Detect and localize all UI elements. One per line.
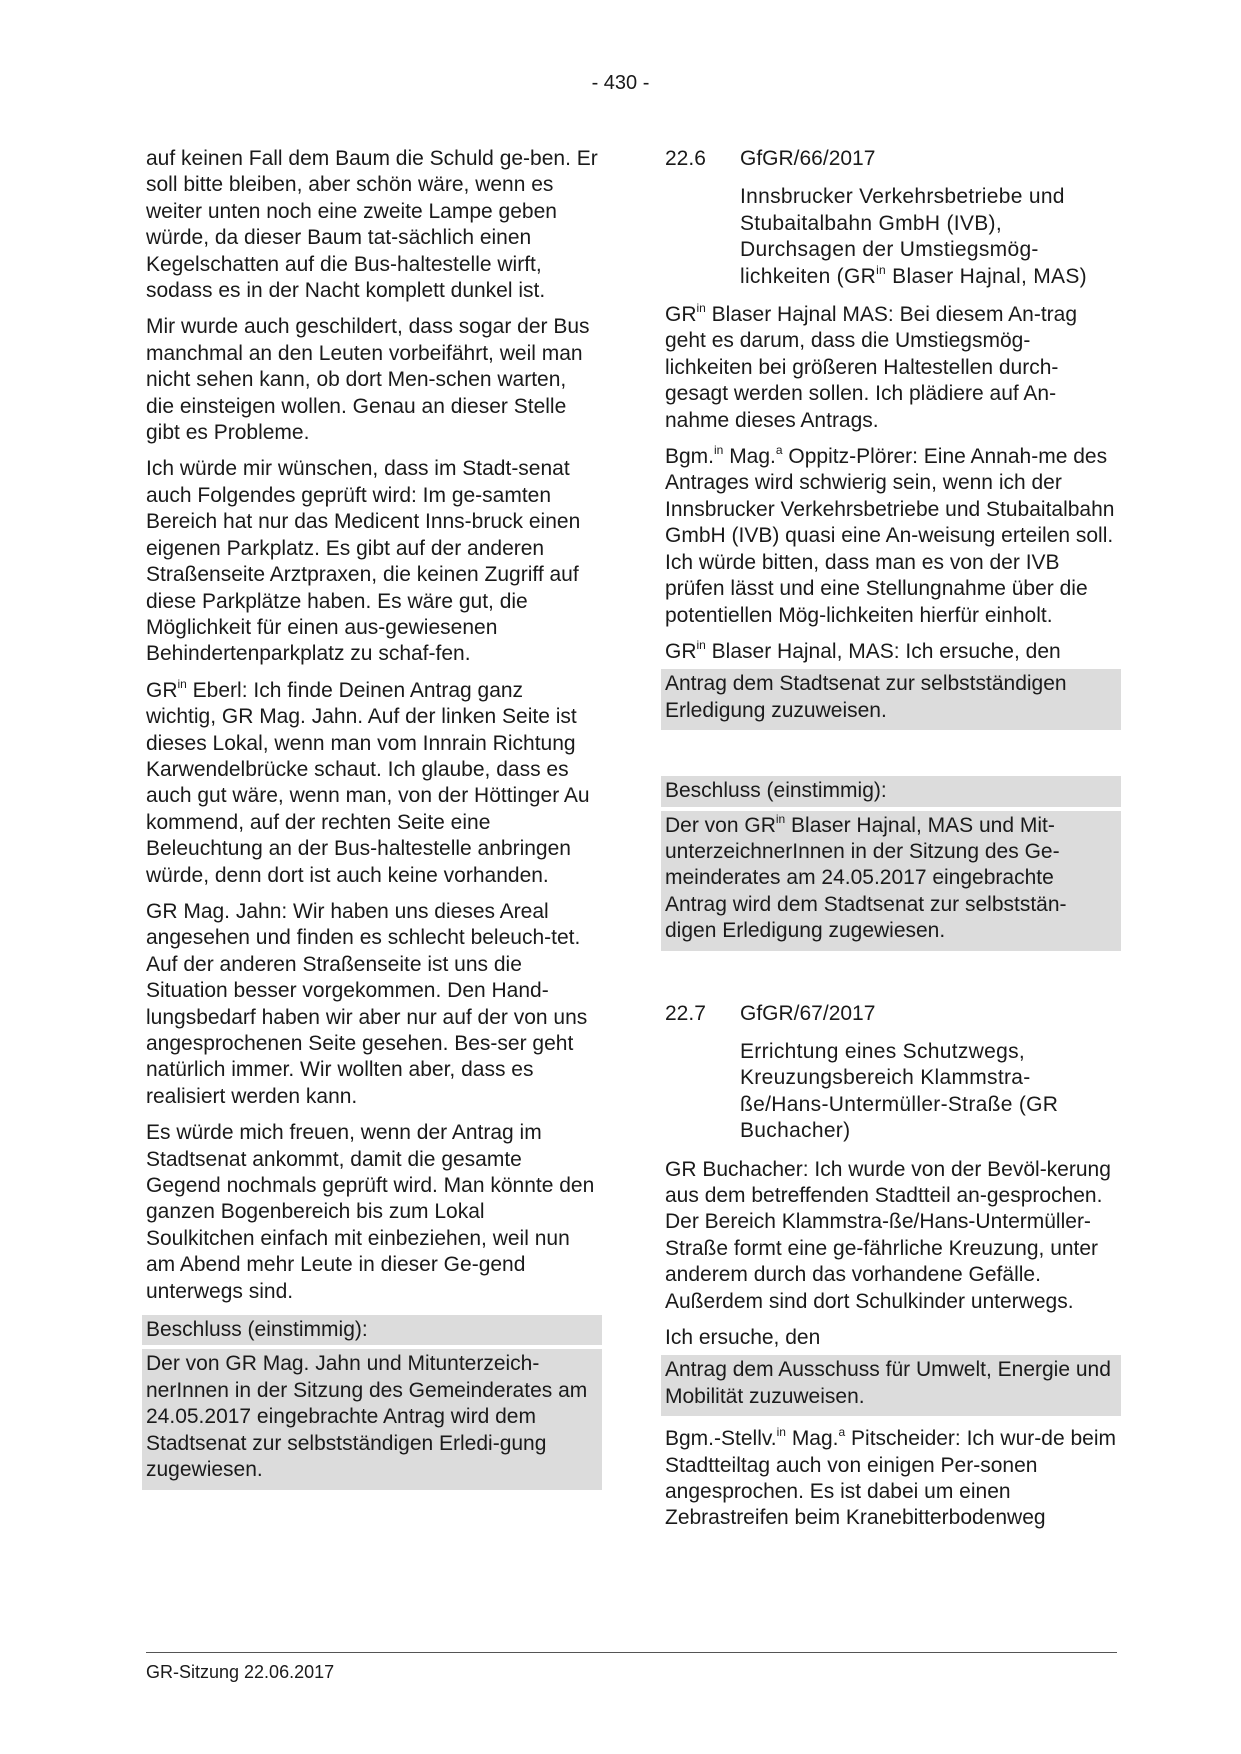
resolution-label: Beschluss (einstimmig): bbox=[661, 776, 1121, 806]
right-column bbox=[665, 146, 1117, 1542]
agenda-item-code: GfGR/66/2017 bbox=[740, 147, 876, 170]
resolution-text bbox=[661, 811, 1121, 951]
left-paragraph-3: Ich würde mir wünschen, dass im Stadt-senat auch Folgendes geprüft wird: Im ge-samten Bereich hat nur das Medicent Inns-bruck einen eigenen Parkplatz. Es gibt auf der anderen Straßenseite Arztpraxen, die keinen Zugriff auf diese Parkplätze haben. Es wäre gut, die Möglichkeit für einen aus-gewiesenen Behindertenparkplatz zu schaf-fen. bbox=[146, 457, 581, 666]
right-paragraph-5: Ich ersuche, den bbox=[665, 1326, 821, 1350]
right-paragraph-2 bbox=[665, 444, 1117, 629]
agenda-item-title: Errichtung eines Schutzwegs, Kreuzungsbereich Klammstra-ße/Hans-Untermüller-Straße (GR Buchacher) bbox=[740, 1039, 1059, 1143]
title-suffix: in bbox=[876, 262, 887, 277]
left-paragraph-2: Mir wurde auch geschildert, dass sogar der Bus manchmal an den Leuten vorbeifährt, weil man nicht sehen kann, ob dort Men-schen warten, die einsteigen wollen. Genau an dieser Stelle gibt es Probleme. bbox=[146, 315, 590, 445]
degree-suffix: a bbox=[775, 443, 783, 458]
title-text: Innsbrucker Verkehrsbetriebe und Stubaitalbahn GmbH (IVB), Durchsagen der Umstiegsmög-lichkeiten (GR bbox=[740, 185, 1065, 288]
statement: Pitscheider: Ich wur-de beim Stadtteiltag auch von einigen Per-sonen angesprochen. Es ist dabei um einen Zebrastreifen beim Kranebitterbodenweg bbox=[665, 1427, 1116, 1530]
page-number: - 430 - bbox=[591, 72, 650, 94]
left-paragraph-1: auf keinen Fall dem Baum die Schuld ge-ben. Er soll bitte bleiben, aber schön wäre, wenn es weiter unten noch eine zweite Lampe geben würde, da dieser Baum tat-sächlich einen Kegelschatten auf die Bus-haltestelle wirft, sodass es in der Nacht komplett dunkel ist. bbox=[146, 147, 598, 303]
resolution-text-end: Blaser Hajnal, MAS und Mit-unterzeichnerInnen in der Sitzung des Ge-meinderates am 24.05.2017 eingebrachte Antrag wird dem Stadtsenat zur selbststän-digen Erledigung zugewiesen. bbox=[665, 813, 1067, 943]
agenda-item-code: GfGR/67/2017 bbox=[740, 1001, 876, 1025]
footer-divider bbox=[146, 1652, 1117, 1653]
speaker: GR bbox=[146, 678, 178, 702]
resolution-suffix: in bbox=[775, 811, 786, 826]
agenda-item-heading bbox=[665, 1001, 1117, 1027]
speaker-suffix: in bbox=[776, 1425, 786, 1440]
agenda-item-number: 22.7 bbox=[665, 1001, 706, 1025]
speaker-title: Bgm. bbox=[665, 445, 715, 469]
right-paragraph-4: GR Buchacher: Ich wurde von der Bevöl-kerung aus dem betreffenden Stadtteil an-gesprochen. Der Bereich Klammstra-ße/Hans-Untermüller-Straße formt eine ge-fährliche Kreuzung, unter anderem durch das vorhandene Gefälle. Außerdem sind dort Schulkinder unterwegs. bbox=[665, 1157, 1111, 1313]
speaker: GR bbox=[665, 639, 697, 663]
statement: Blaser Hajnal MAS: Bei diesem An-trag geht es darum, dass die Umstiegsmög-lichkeiten bei größeren Haltestellen durch-gesagt werden sollen. Ich plädiere auf An-nahme dieses Antrags. bbox=[665, 303, 1078, 432]
speaker-suffix: in bbox=[696, 637, 706, 652]
speaker-suffix: in bbox=[177, 676, 187, 691]
right-paragraph-6 bbox=[665, 1426, 1117, 1532]
agenda-item-heading bbox=[665, 146, 1117, 172]
right-paragraph-1 bbox=[665, 302, 1117, 434]
left-column bbox=[146, 146, 598, 1490]
agenda-item-title bbox=[740, 184, 1117, 290]
agenda-item-number: 22.6 bbox=[665, 147, 706, 170]
statement: Blaser Hajnal, MAS: Ich ersuche, den bbox=[705, 639, 1061, 663]
footer: GR-Sitzung 22.06.2017 bbox=[146, 1662, 335, 1682]
left-paragraph-4 bbox=[146, 678, 598, 889]
right-paragraph-3 bbox=[665, 639, 1117, 665]
speaker-title: Bgm.-Stellv. bbox=[665, 1427, 777, 1451]
resolution-label: Beschluss (einstimmig): bbox=[142, 1315, 602, 1345]
speaker: GR bbox=[665, 303, 697, 327]
left-paragraph-6: Es würde mich freuen, wenn der Antrag im Stadtsenat ankommt, damit die gesamte Gegend nochmals geprüft wird. Man könnte den ganzen Bogenbereich bis zum Lokal Soulkitchen einfach mit einbeziehen, weil nun am Abend mehr Leute in dieser Ge-gend unterwegs sind. bbox=[146, 1121, 595, 1303]
speaker-suffix: in bbox=[696, 301, 706, 316]
resolution-text-start: Der von GR bbox=[665, 813, 776, 837]
left-paragraph-5: GR Mag. Jahn: Wir haben uns dieses Areal angesehen und finden es schlecht beleuch-tet. Auf der anderen Straßenseite ist uns die Situation besser vorgekommen. Den Hand-lungsbedarf haben wir aber nur auf der von uns angesprochenen Seite gesehen. Bes-ser geht natürlich immer. Wir wollten aber, dass es realisiert werden kann. bbox=[146, 899, 588, 1108]
degree-suffix: a bbox=[838, 1425, 846, 1440]
title-text-end: Blaser Hajnal, MAS) bbox=[886, 264, 1087, 288]
speaker-degree: Mag. bbox=[723, 445, 776, 469]
statement: Oppitz-Plörer: Eine Annah-me des Antrages wird schwierig sein, wenn ich der Innsbrucker Verkehrsbetriebe und Stubaitalbahn GmbH (IVB) quasi eine An-weisung erteilen soll. Ich würde bitten, dass man es von der IVB prüfen lässt und eine Stellungnahme über die potentiellen Mög-lichkeiten hierfür einholt. bbox=[665, 445, 1115, 627]
statement: Eberl: Ich finde Deinen Antrag ganz wichtig, GR Mag. Jahn. Auf der linken Seite ist dieses Lokal, wenn man vom Innrain Richtung Karwendelbrücke schaut. Ich glaube, dass es auch gut wäre, wenn man, von der Höttinger Au kommend, auf der rechten Seite eine Beleuchtung an der Bus-haltestelle anbringen würde, denn dort ist auch keine vorhanden. bbox=[146, 678, 590, 887]
motion-highlight: Antrag dem Ausschuss für Umwelt, Energie und Mobilität zuzuweisen. bbox=[661, 1355, 1121, 1416]
speaker-degree: Mag. bbox=[785, 1427, 839, 1451]
speaker-suffix: in bbox=[714, 443, 724, 458]
resolution-text: Der von GR Mag. Jahn und Mitunterzeich-nerInnen in der Sitzung des Gemeinderates am 24.05.2017 eingebrachte Antrag wird dem Stadtsenat zur selbstständigen Erledi-gung zugewiesen. bbox=[142, 1349, 602, 1489]
motion-highlight: Antrag dem Stadtsenat zur selbstständigen Erledigung zuzuweisen. bbox=[661, 669, 1121, 730]
